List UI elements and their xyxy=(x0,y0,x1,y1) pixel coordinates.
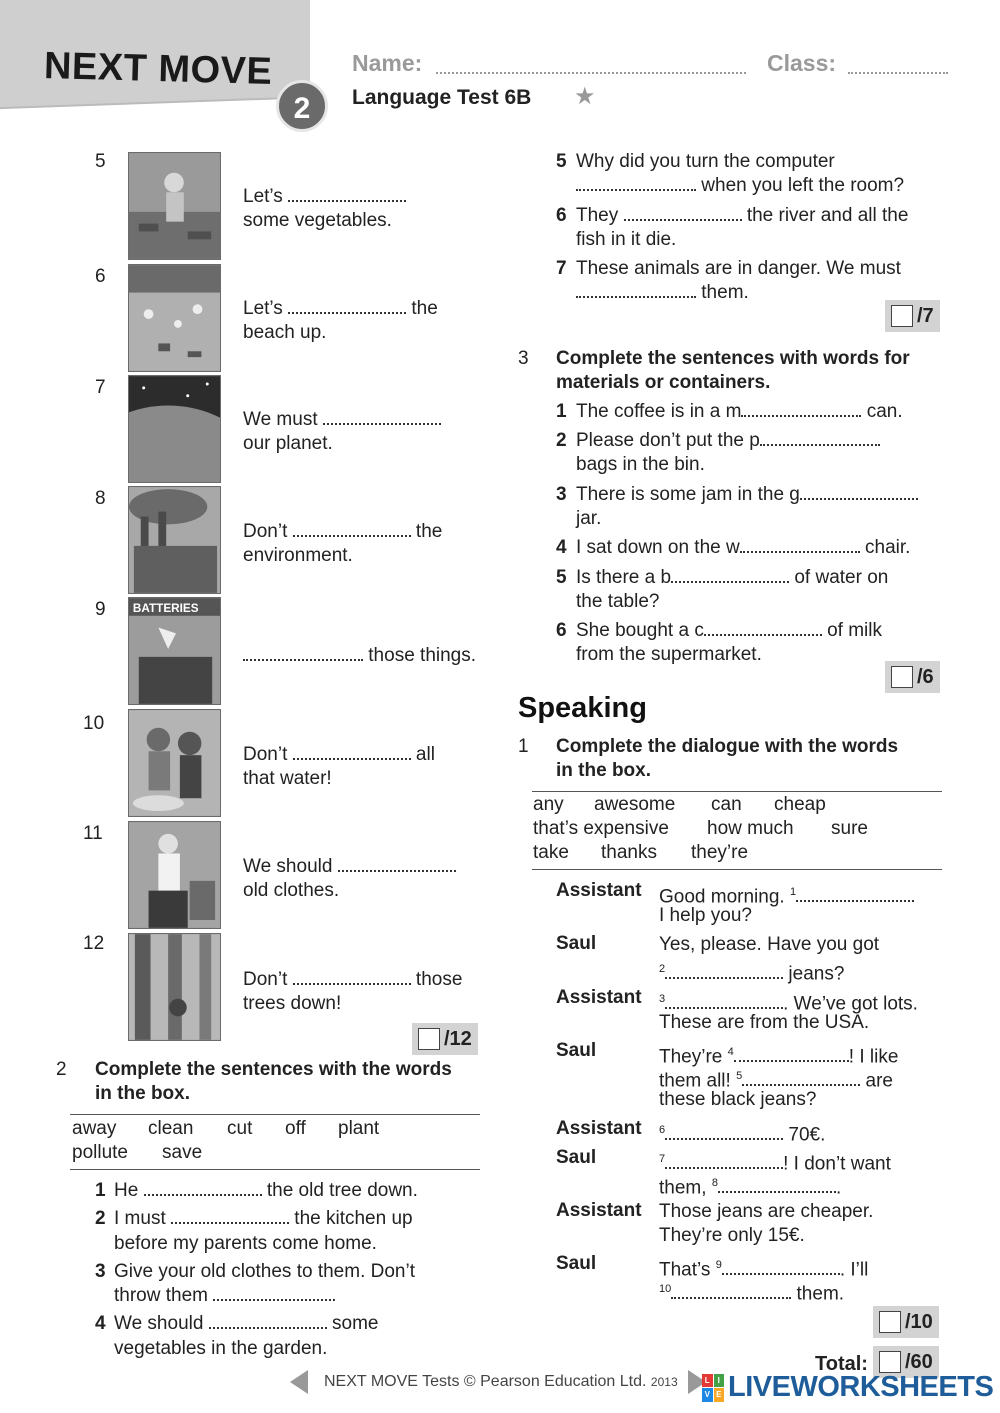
speaker-label: Assistant xyxy=(556,1200,642,1221)
answer-gap[interactable] xyxy=(293,523,411,537)
item-line1: I must the kitchen up xyxy=(114,1208,413,1229)
liveworksheets-icon: L I V E xyxy=(702,1374,724,1402)
speaking-heading: Speaking xyxy=(518,692,647,724)
item-line2: some vegetables. xyxy=(243,210,392,231)
item-line2: when you left the room? xyxy=(576,174,904,198)
speaker-label: Assistant xyxy=(556,880,642,901)
dialogue-line: them, $^8$ . xyxy=(659,1177,842,1199)
answer-gap[interactable] xyxy=(671,1285,791,1299)
test-title: Language Test 6B xyxy=(352,86,532,109)
word-item: thanks xyxy=(601,842,657,863)
word-item: save xyxy=(162,1142,203,1163)
item-line2: environment. xyxy=(243,545,353,566)
item-number: 2 xyxy=(95,1208,106,1229)
section-number: 3 xyxy=(518,348,529,369)
item-number: 3 xyxy=(556,484,567,505)
dialogue-line: $^6$ 70€. xyxy=(659,1124,826,1146)
item-line2: trees down! xyxy=(243,993,342,1014)
item-line1: He the old tree down. xyxy=(114,1180,418,1201)
score-input[interactable] xyxy=(418,1028,440,1050)
dialogue-line: $^7$ ! I don’t want xyxy=(659,1153,891,1175)
answer-gap[interactable] xyxy=(213,1287,331,1301)
answer-gap[interactable] xyxy=(144,1182,262,1196)
word-item: can xyxy=(711,794,742,815)
score-input[interactable] xyxy=(891,305,913,327)
speaker-label: Assistant xyxy=(556,987,642,1008)
section-instruction: Complete the dialogue with the words xyxy=(556,736,899,757)
answer-gap[interactable] xyxy=(665,1126,783,1140)
answer-gap[interactable] xyxy=(741,403,861,417)
item-line1: There is some jam in the g xyxy=(576,483,918,507)
section-instruction: Complete the sentences with words for xyxy=(556,348,910,369)
speaker-label: Saul xyxy=(556,1147,597,1168)
item-line1: Give your old clothes to them. Don’t xyxy=(114,1261,415,1282)
item-number: 7 xyxy=(95,377,106,398)
answer-gap[interactable] xyxy=(576,177,696,191)
section-number: 2 xyxy=(56,1059,67,1080)
item-line1: I sat down on the w chair. xyxy=(576,537,911,558)
item-line2: from the supermarket. xyxy=(576,644,762,665)
item-number: 8 xyxy=(95,488,106,509)
footer-copyright: NEXT MOVE Tests © Pearson Education Ltd. 2013 xyxy=(324,1373,678,1390)
word-item: that’s expensive xyxy=(533,818,669,839)
word-item: sure xyxy=(831,818,868,839)
section-number: 1 xyxy=(518,736,529,757)
answer-gap[interactable] xyxy=(338,858,456,872)
answer-gap[interactable] xyxy=(760,432,880,446)
water-tap-icon xyxy=(128,709,221,817)
score-box: /12 xyxy=(412,1023,478,1055)
dialogue-line: They’re only 15€. xyxy=(659,1225,805,1246)
item-number: 6 xyxy=(556,205,567,226)
speaker-label: Saul xyxy=(556,1040,597,1061)
answer-gap[interactable] xyxy=(243,647,363,661)
item-number: 4 xyxy=(95,1313,106,1334)
dialogue-line: these black jeans? xyxy=(659,1089,817,1110)
answer-gap[interactable] xyxy=(734,1048,849,1062)
item-line1: those things. xyxy=(243,644,476,668)
word-item: clean xyxy=(148,1118,194,1139)
word-item: any xyxy=(533,794,564,815)
dialogue-line: them all! $^5$ are xyxy=(659,1070,893,1092)
score-box: /7 xyxy=(885,300,940,332)
speaker-label: Assistant xyxy=(556,1118,642,1139)
item-line2: that water! xyxy=(243,768,332,789)
item-line1: She bought a c of milk xyxy=(576,620,883,641)
dialogue-line: Yes, please. Have you got xyxy=(659,934,880,955)
answer-gap[interactable] xyxy=(624,207,742,221)
answer-gap[interactable] xyxy=(576,284,696,298)
answer-gap[interactable] xyxy=(323,411,441,425)
word-item: cut xyxy=(227,1118,253,1139)
item-line1: Please don’t put the p xyxy=(576,429,880,453)
class-label: Class: xyxy=(767,50,837,76)
item-number: 2 xyxy=(556,430,567,451)
item-line1: The coffee is in a m can. xyxy=(576,401,903,422)
item-number: 10 xyxy=(83,713,105,734)
tree-cutting-icon xyxy=(128,933,221,1041)
answer-gap[interactable] xyxy=(209,1315,327,1329)
vegetable-garden-icon xyxy=(128,152,221,260)
litter-beach-icon xyxy=(128,264,221,372)
item-number: 1 xyxy=(95,1180,106,1201)
item-line2: bags in the bin. xyxy=(576,454,705,475)
section-instruction: Complete the sentences with the words xyxy=(95,1059,452,1080)
dialogue-line: $^{10}$ them. xyxy=(659,1283,845,1305)
answer-gap[interactable] xyxy=(293,746,411,760)
item-line1: Why did you turn the computer xyxy=(576,151,835,172)
previous-page-icon[interactable] xyxy=(290,1370,308,1394)
item-line1: Don’t the xyxy=(243,521,443,542)
item-line2: our planet. xyxy=(243,433,333,454)
score-box: /6 xyxy=(885,661,940,693)
answer-gap[interactable] xyxy=(171,1210,289,1224)
item-line1: Is there a b of water on xyxy=(576,567,889,588)
dialogue-line: That’s $^9$ . I’ll xyxy=(659,1259,869,1281)
total-label: Total: xyxy=(815,1353,868,1375)
item-number: 6 xyxy=(556,620,567,641)
difficulty-star-icon: ★ xyxy=(574,83,596,110)
word-item: how much xyxy=(707,818,794,839)
answer-gap[interactable] xyxy=(742,1072,860,1086)
item-line1: Don’t those xyxy=(243,969,463,990)
answer-gap[interactable] xyxy=(288,188,406,202)
answer-gap[interactable] xyxy=(665,1155,783,1169)
liveworksheets-text: LIVEWORKSHEETS xyxy=(728,1371,994,1403)
level-badge: 2 xyxy=(276,80,328,132)
item-number: 11 xyxy=(83,823,103,844)
item-line2: them. xyxy=(576,281,749,305)
item-line1: Don’t all xyxy=(243,744,435,765)
item-line2: vegetables in the garden. xyxy=(114,1338,328,1359)
class-field[interactable] xyxy=(848,72,948,74)
answer-gap[interactable] xyxy=(665,965,783,979)
item-line2: before my parents come home. xyxy=(114,1233,377,1254)
score-box: /10 xyxy=(873,1306,939,1338)
word-item: awesome xyxy=(594,794,676,815)
item-line2: old clothes. xyxy=(243,880,340,901)
section-instruction: in the box. xyxy=(95,1083,190,1104)
answer-gap[interactable] xyxy=(722,1261,840,1275)
item-line2: beach up. xyxy=(243,322,327,343)
item-number: 7 xyxy=(556,258,567,279)
item-number: 1 xyxy=(556,401,567,422)
item-line1: These animals are in danger. We must xyxy=(576,258,901,279)
dialogue-line: They’re $^4$ ! I like xyxy=(659,1046,899,1068)
word-item: cheap xyxy=(774,794,826,815)
answer-gap[interactable] xyxy=(288,300,406,314)
word-item: off xyxy=(285,1118,306,1139)
item-number: 5 xyxy=(556,567,567,588)
answer-gap[interactable] xyxy=(800,486,918,500)
item-line1: Let’s the xyxy=(243,298,438,319)
word-item: take xyxy=(533,842,569,863)
item-line2: throw them . xyxy=(114,1285,337,1306)
answer-gap[interactable] xyxy=(293,971,411,985)
section-instruction: in the box. xyxy=(556,760,651,781)
name-field[interactable] xyxy=(436,72,746,74)
item-number: 5 xyxy=(556,151,567,172)
word-item: away xyxy=(72,1118,117,1139)
dialogue-line: $^3$ . We’ve got lots. xyxy=(659,993,918,1015)
dialogue-line: Those jeans are cheaper. xyxy=(659,1201,874,1222)
score-input[interactable] xyxy=(879,1351,901,1373)
item-number: 12 xyxy=(83,933,105,954)
item-number: 4 xyxy=(556,537,567,558)
item-line1: We should some xyxy=(114,1313,379,1334)
dialogue-line: I help you? xyxy=(659,905,752,926)
item-number: 3 xyxy=(95,1261,106,1282)
name-label: Name: xyxy=(352,50,423,76)
item-line1: They the river and all the xyxy=(576,205,909,226)
word-item: pollute xyxy=(72,1142,128,1163)
factory-pollution-icon xyxy=(128,486,221,594)
item-line1: Let’s xyxy=(243,185,406,209)
answer-gap[interactable] xyxy=(740,539,860,553)
item-line1: We must xyxy=(243,408,441,432)
speaker-label: Saul xyxy=(556,933,597,954)
item-line2: the table? xyxy=(576,591,660,612)
word-box xyxy=(70,1114,480,1170)
clothes-donation-icon xyxy=(128,821,221,929)
word-item: plant xyxy=(338,1118,380,1139)
planet-earth-icon xyxy=(128,375,221,483)
speaker-label: Saul xyxy=(556,1253,597,1274)
section-instruction: materials or containers. xyxy=(556,372,771,393)
word-item: they’re xyxy=(691,842,749,863)
item-number: 6 xyxy=(95,266,106,287)
item-line2: fish in it die. xyxy=(576,229,677,250)
item-line1: We should xyxy=(243,855,456,879)
item-line2: jar. xyxy=(576,508,602,529)
item-number: 9 xyxy=(95,599,106,620)
dialogue-line: These are from the USA. xyxy=(659,1012,870,1033)
answer-gap[interactable] xyxy=(665,995,783,1009)
answer-gap[interactable] xyxy=(718,1179,836,1193)
total-score-box: /60 xyxy=(873,1346,939,1378)
brand-title: NEXT MOVE xyxy=(43,45,273,93)
liveworksheets-logo xyxy=(702,1371,993,1404)
score-input[interactable] xyxy=(891,666,913,688)
item-number: 5 xyxy=(95,151,106,172)
answer-gap[interactable] xyxy=(796,888,914,902)
battery-sign-text: BATTERIES xyxy=(132,601,199,615)
dialogue-line: $^2$ jeans? xyxy=(659,963,845,985)
score-input[interactable] xyxy=(879,1311,901,1333)
answer-gap[interactable] xyxy=(704,622,822,636)
dialogue-line: Good morning. $^1$ xyxy=(659,880,914,909)
answer-gap[interactable] xyxy=(671,569,789,583)
battery-recycling-icon xyxy=(128,597,221,705)
